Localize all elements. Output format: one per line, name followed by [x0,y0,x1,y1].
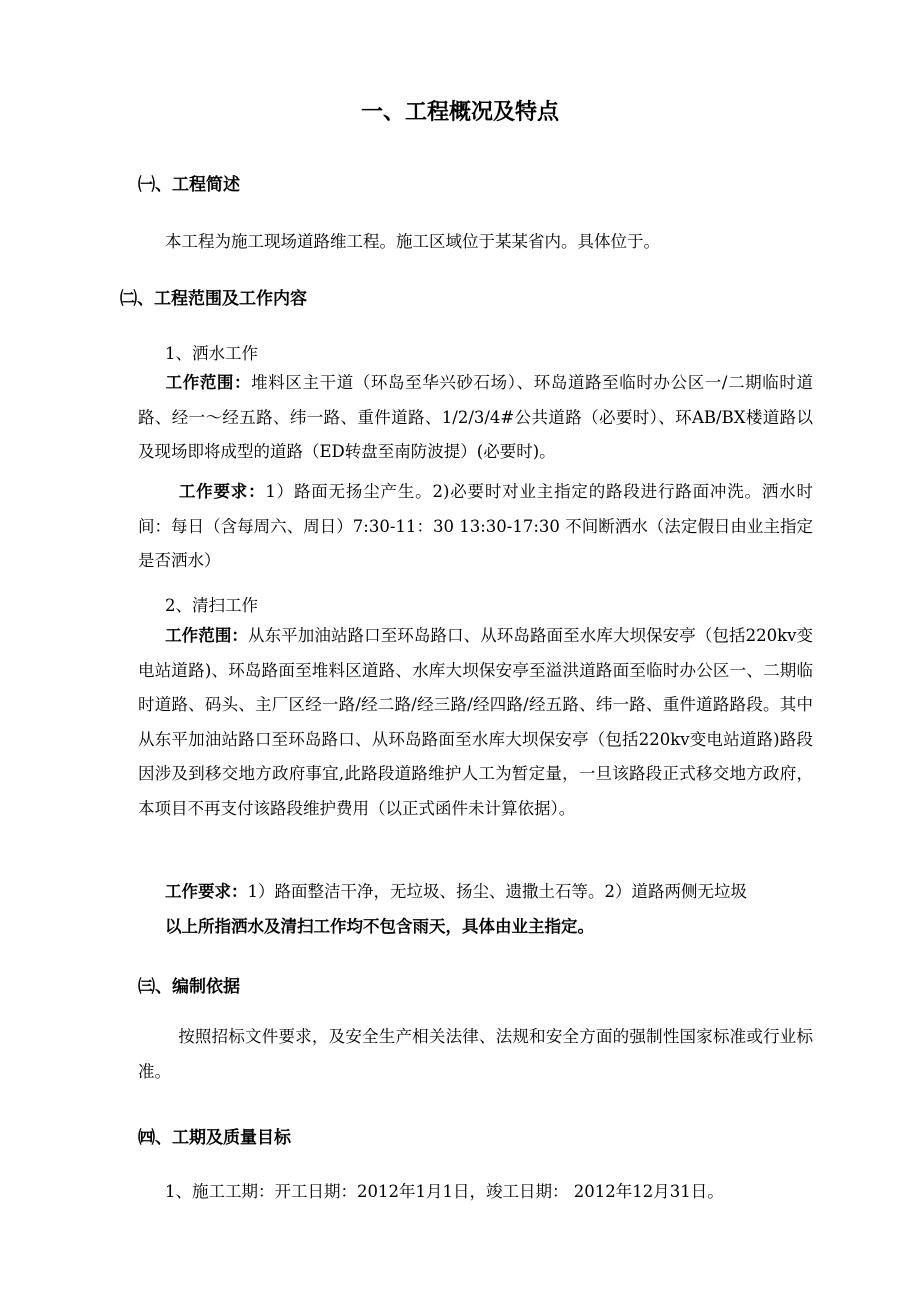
sweeping-scope-label: 工作范围： [165,626,249,645]
sprinkling-scope-label: 工作范围： [165,373,252,392]
sprinkling-requirement-paragraph [138,475,813,579]
document-title: 一、工程概况及特点 [360,100,559,125]
section-heading-scope: ㈡、工程范围及工作内容 [120,289,307,309]
sweeping-scope-paragraph [138,619,813,826]
overview-paragraph: 本工程为施工现场道路维工程。施工区域位于某某省内。具体位于。 [165,232,660,251]
sprinkling-requirement-label: 工作要求： [178,482,266,501]
section-heading-basis: ㈢、编制依据 [138,977,240,997]
sprinkling-requirement-text: 1）路面无扬尘产生。2)必要时对业主指定的路段进行路面冲洗。洒水时间：每日（含每周六、周日）7:30-11：30 13:30-17:30 不间断洒水（法定假日由业主指定是否洒水） [138,482,813,570]
section-heading-schedule: ㈣、工期及质量目标 [138,1128,291,1148]
schedule-item: 1、施工工期：开工日期：2012年1月1日，竣工日期： 2012年12月31日。 [165,1182,724,1201]
item-sprinkling-title: 1、洒水工作 [165,344,258,363]
basis-text: 按照招标文件要求，及安全生产相关法律、法规和安全方面的强制性国家标准或行业标准。 [138,1027,813,1081]
item-sweeping-title: 2、清扫工作 [165,596,258,615]
sprinkling-scope-paragraph [138,366,813,470]
sweeping-requirement-line [165,878,747,902]
sweeping-requirement-label: 工作要求： [165,882,248,901]
basis-paragraph [138,1020,813,1089]
sweeping-requirement-text: 1）路面整洁干净，无垃圾、扬尘、遗撒土石等。2）道路两侧无垃圾 [247,882,747,901]
section-heading-overview: ㈠、工程简述 [138,175,240,195]
weather-note: 以上所指洒水及清扫工作均不包含雨天，具体由业主指定。 [165,917,594,936]
sprinkling-scope-text: 堆料区主干道（环岛至华兴砂石场）、环岛道路至临时办公区一/二期临时道路、经一～经五路、纬一路、重件道路、1/2/3/4#公共道路（必要时）、环AB/BX楼道路以及现场即将成型的道路（ED转盘至南防波提）(必要时)。 [138,373,814,461]
sweeping-scope-text: 从东平加油站路口至环岛路口、从环岛路面至水库大坝保安亭（包括220kv变电站道路)、环岛路面至堆料区道路、水库大坝保安亭至溢洪道路面至临时办公区一、二期临时道路、码头、主厂区经一路/经二路/经三路/经四路/经五路、纬一路、重件道路路段。其中从东平加油站路口至环岛路口、从环岛路面至水库大坝保安亭（包括220kv变电站道路)路段因涉及到移交地方政府事宜,此路段道路维护人工为暂定量，一旦该路段正式移交地方政府，本项目不再支付该路段维护费用（以正式函件未计算依据）。 [138,626,813,818]
